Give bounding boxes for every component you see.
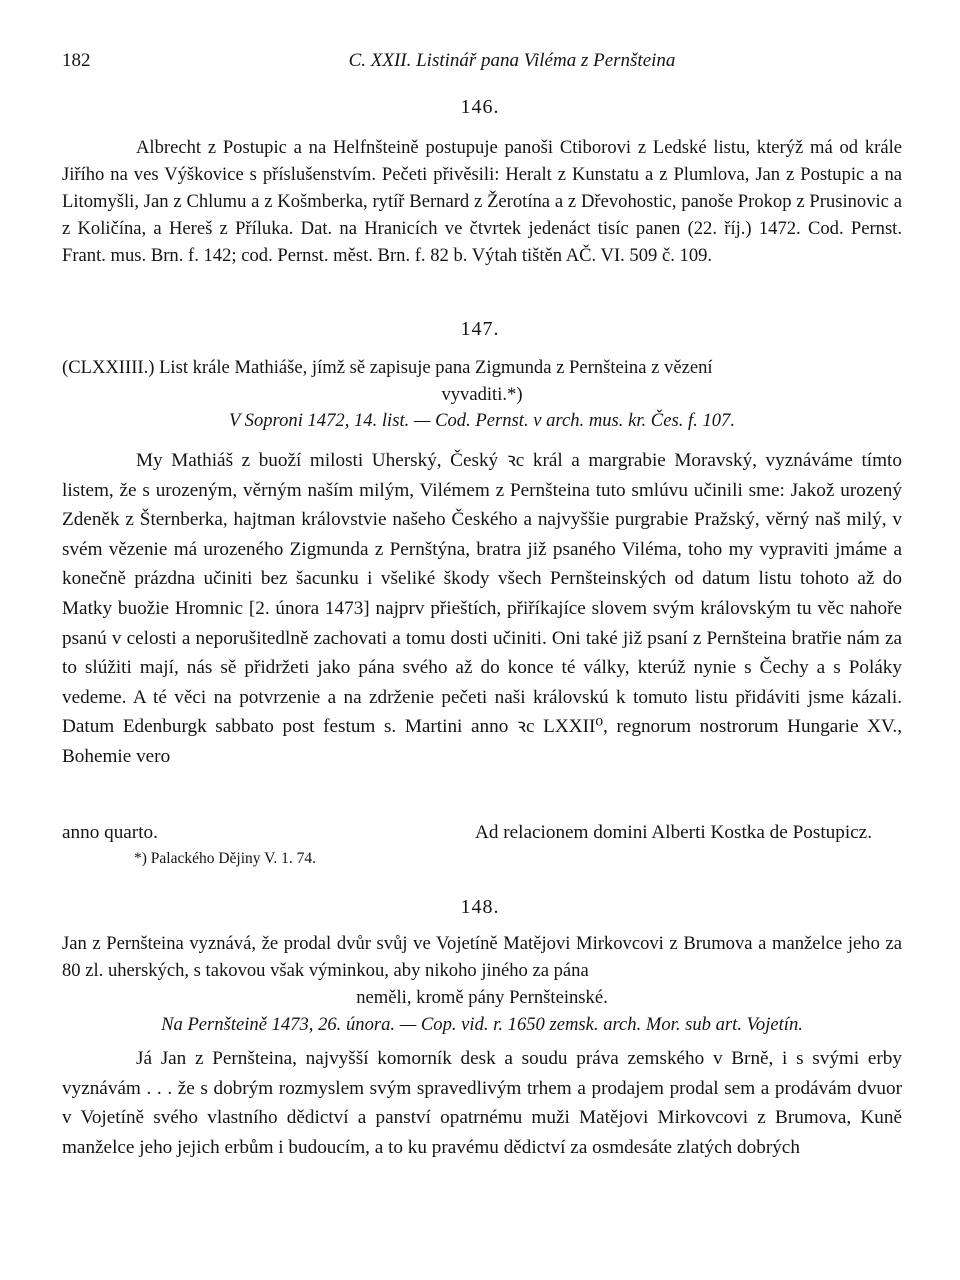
document-148-regest (62, 930, 902, 1011)
document-147-closing-line (62, 818, 902, 848)
running-header (62, 50, 902, 74)
document-148-regest-text: Jan z Pernšteina vyznává, že prodal dvůr svůj ve Vojetíně Matějovi Mirkovcovi z Brumova a manželce jeho za 80 zl. uherských, s takovou však výminkou, aby nikoho jiného za pána (62, 933, 902, 981)
running-title: C. XXII. Listinář pana Viléma z Pernšteina (348, 50, 676, 71)
document-147-relation-note: Ad relacionem domini Alberti Kostka de Postupicz. (475, 822, 872, 843)
document-147-source: V Soproni 1472, 14. list. — Cod. Pernst. v arch. mus. kr. Čes. f. 107. (229, 410, 735, 431)
document-number-146: 146. (460, 96, 500, 118)
document-146-regest: Albrecht z Postupic a na Helfnšteině postupuje panoši Ctiborovi z Ledské listu, kterýž má od krále Jiřího na ves Výškovice s příslušenstvím. Pečeti přivěsili: Heralt z Kunstatu a z Plumlova, Jan z Postupic a na Litomyšli, Jan z Chlumu a z Košmberka, rytíř Bernard z Žerotína a z Dřevohostic, panoše Prokop z Prusinovic a z Količína, a Hereš z Příluka. Dat. na Hranicích ve čtvrtek jedenáct tisíc panen (22. říj.) 1472. Cod. Pernst. Frant. mus. Brn. f. 142; cod. Pernst. měst. Brn. f. 82 b. Výtah tištěn AČ. VI. 509 č. 109. (62, 137, 902, 266)
document-number-148: 148. (460, 896, 500, 918)
page-number: 182 (62, 50, 91, 71)
document-147-heading (62, 354, 902, 408)
document-147-body: My Mathiáš z buoží milosti Uherský, Český ꝛc král a margrabie Moravský, vyznáváme tímto listem, že s urozeným, věrným naším milým, Vilémem z Pernšteina tuto smlúvu učinili sme: Jakož urozený Zdeněk z Šternberka, hajtman královstvie našeho Českého a najvyššie purgrabie Pražský, věrný naš milý, v svém vězenie má urozeného Zigmunda z Pernštýna, bratra již psaného Viléma, toho my vypraviti jmáme a konečně prázdna učiniti bez šacunku i všeliké škody všech Pernšteinských od datum listu tohoto až do Matky buožie Hromnic [2. února 1473] najprv přieštích, přiříkajíce slovem svým královským tu věc nahoře psanú v celosti a neporušitedlně zachovati a tomu dosti učiniti. Oni také již psaní z Pernšteina bratřie nám za to slúžiti mají, nás sě přidržeti jako pána svého až do konce té války, kterúž nynie s Čechy a s Poláky vedeme. A té věci na potvrzenie a na zdrženie pečeti naši královskú k tomuto listu přidáviti jsme kázali. Datum Edenburgk sabbato post festum s. Martini anno ꝛc LXXII⁰, regnorum nostrorum Hungarie XV., Bohemie vero (62, 450, 902, 767)
document-147-closing-left: anno quarto. (62, 822, 158, 843)
footnote: *) Palackého Dějiny V. 1. 74. (134, 850, 316, 867)
document-148-regest-last-line: neměli, kromě pány Pernšteinské. (356, 987, 608, 1008)
document-148-body: Já Jan z Pernšteina, najvyšší komorník desk a soudu práva zemského v Brně, i s svými erby vyznávám . . . že s dobrým rozmyslem svým spravedlivým trhem a prodajem prodal sem a prodávám dvuor v Vojetíně svého vlastního dědictví a panství opatrnému muži Matějovi Mirkovcovi z Brumova, Kuně manželce jeho jejich erbům i budoucím, a to ku pravému dědictví za osmdesáte zlatých dobrých (62, 1048, 902, 1158)
document-147-heading-line-2: vyvaditi.*) (441, 384, 523, 405)
document-148-source: Na Pernšteině 1473, 26. února. — Cop. vid. r. 1650 zemsk. arch. Mor. sub art. Vojetín. (161, 1014, 803, 1035)
document-147-heading-line-1: (CLXXIIII.) List krále Mathiáše, jímž sě zapisuje pana Zigmunda z Pernšteina z vězení (62, 357, 713, 378)
document-number-147: 147. (460, 318, 500, 340)
